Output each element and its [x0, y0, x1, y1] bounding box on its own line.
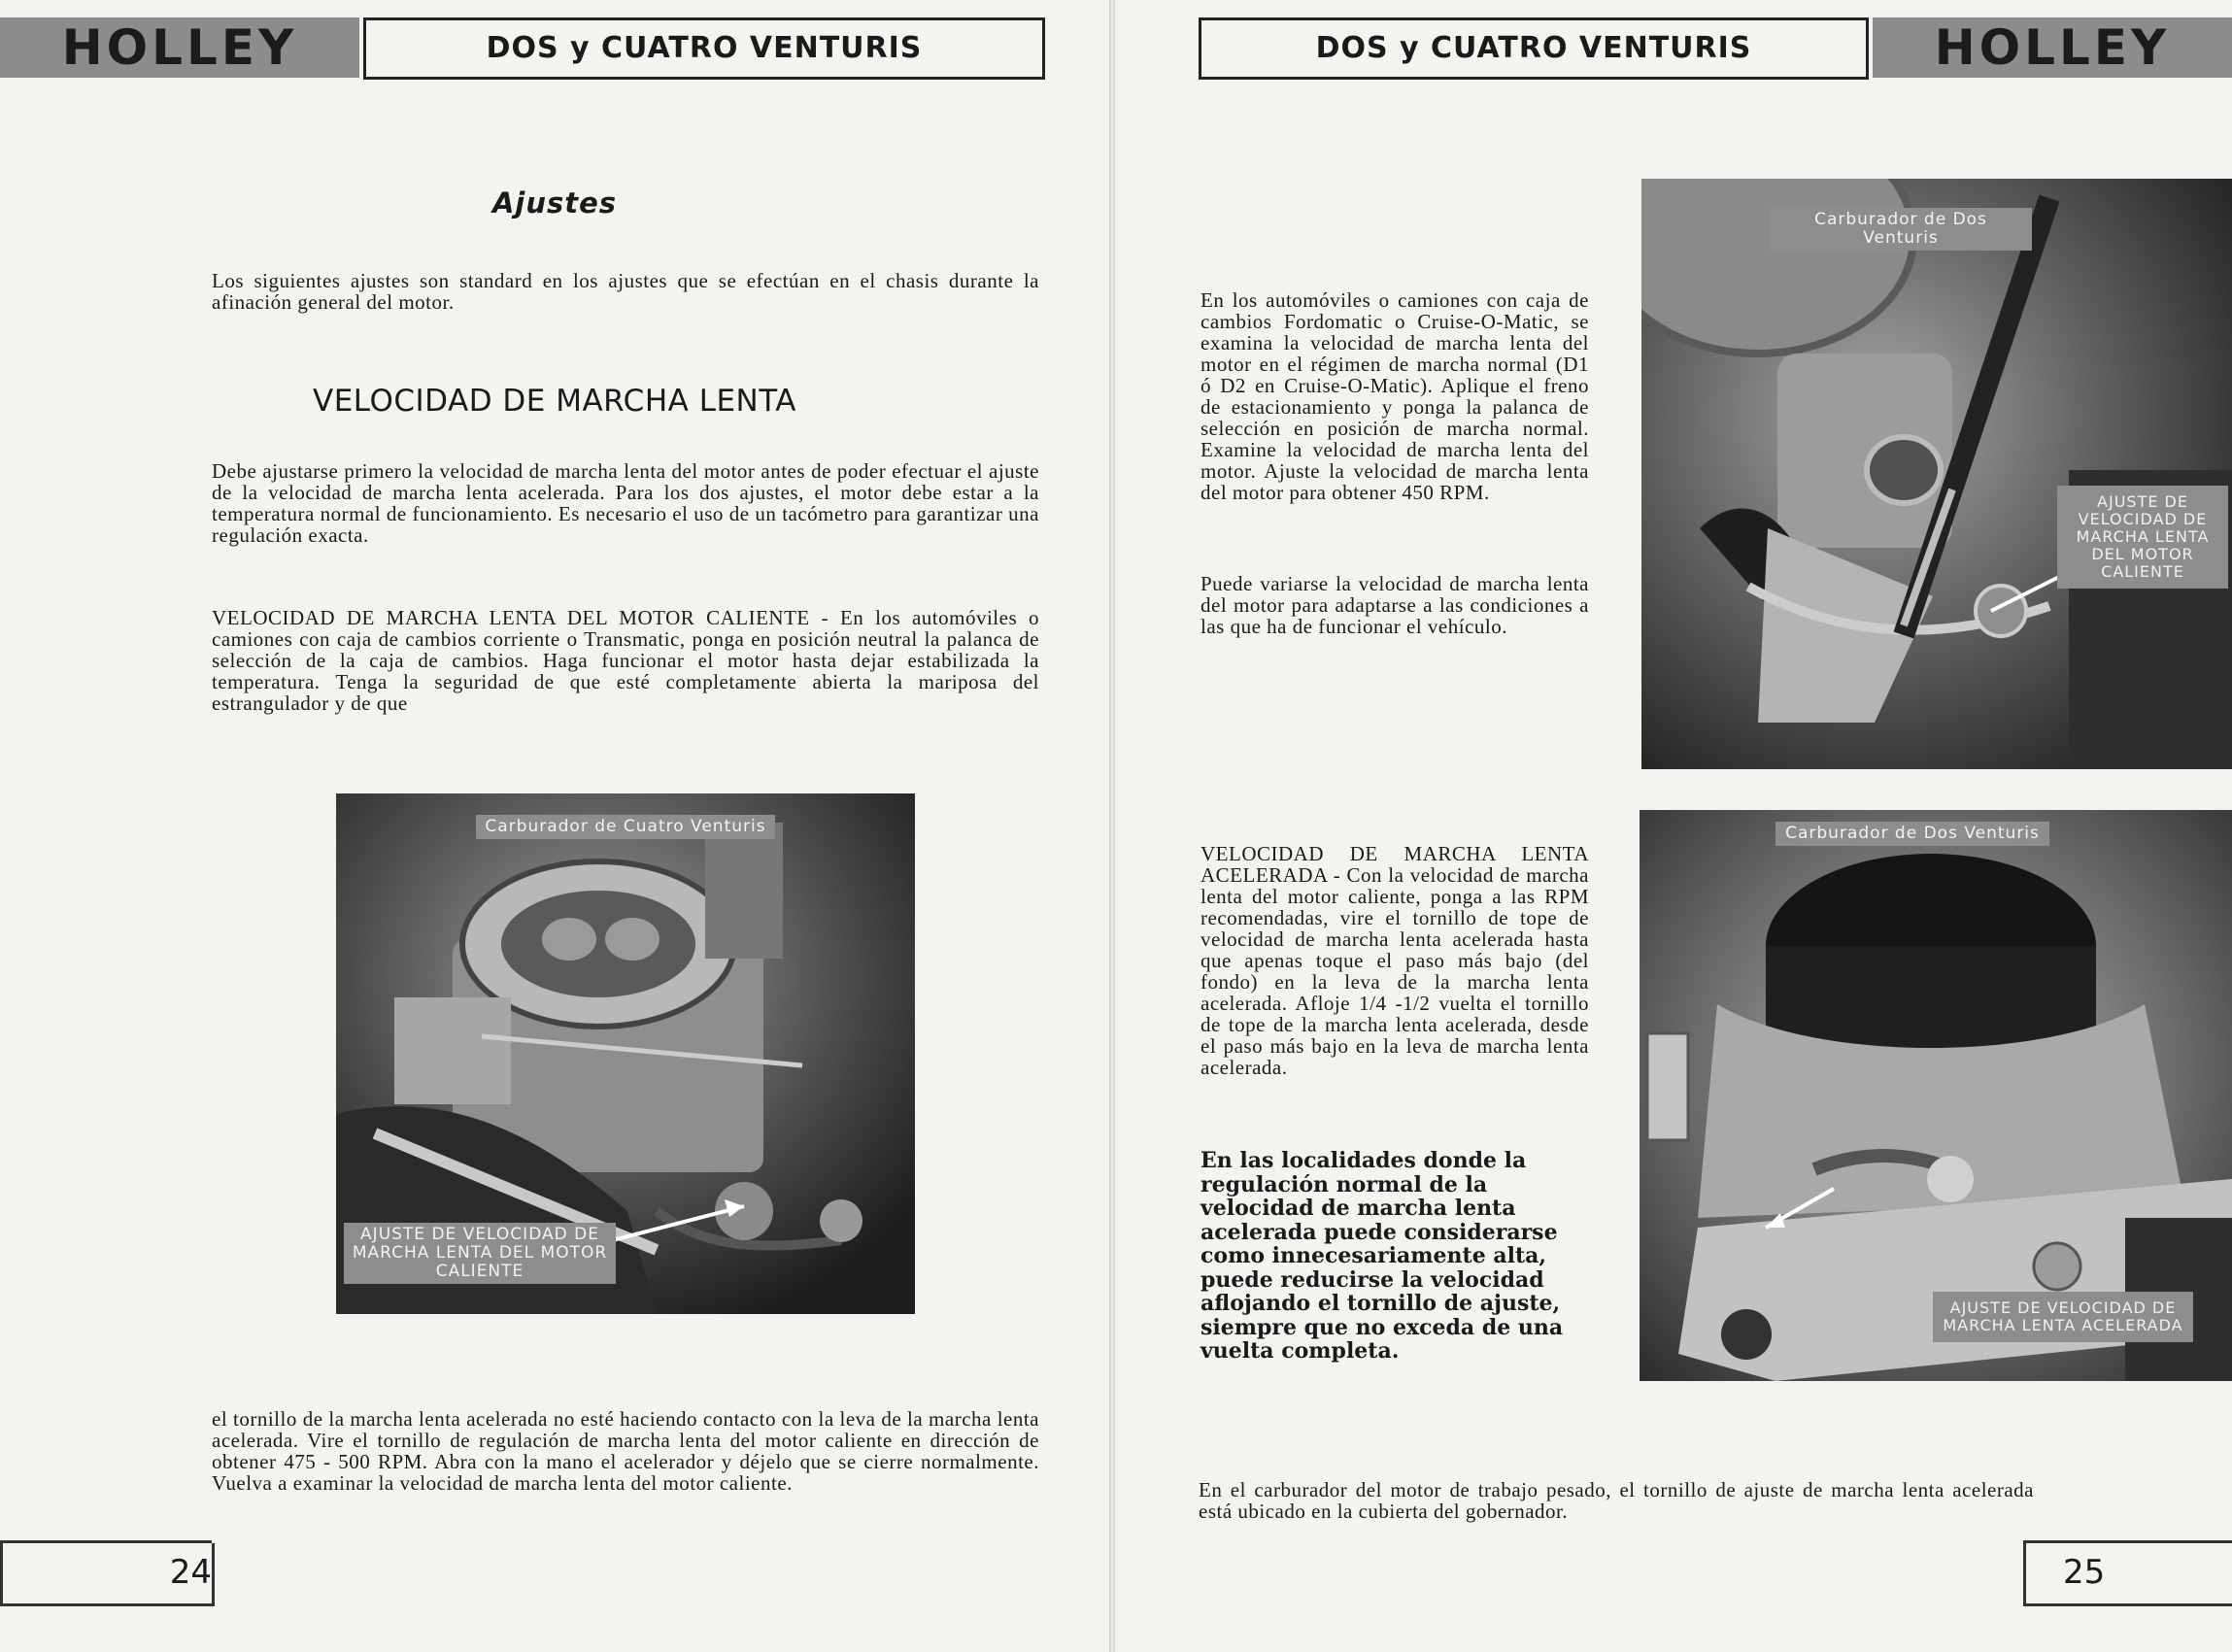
four-venturi-caption: Carburador de Cuatro Venturis [476, 815, 775, 839]
continued-paragraph: el tornillo de la marcha lenta acelerada no esté haciendo contacto con la leva de la marcha lenta acelerada. Vire el tornillo de regulación de marcha lenta del motor caliente en dirección de obtener 475 - 500 RPM. Abra con la mano el acelerador y déjelo que se cierre normalmente. Vuelva a examinar la velocidad de marcha lenta del motor caliente. [212, 1407, 1039, 1495]
intro-paragraph: Los siguientes ajustes son standard en los ajustes que se efectúan en el chasis durante la afinación general del motor. [212, 269, 1039, 314]
left-page [0, 0, 1109, 1652]
fast-idle-paragraph: VELOCIDAD DE MARCHA LENTA ACELERADA - Con la velocidad de marcha lenta del motor caliente, ponga a las RPM recomendadas, vire el tornillo de tope de velocidad de marcha lenta acelerada hasta que apenas toque el paso más bajo (del fondo) en la leva de la marcha lenta acelerada. Afloje 1/4 -1/2 vuelta el tornillo de tope de la marcha lenta acelerada, desde el paso más bajo en la leva de marcha lenta acelerada. [1201, 842, 1589, 1079]
brand-logo-right: HOLLEY [1873, 17, 2232, 78]
idle-speed-heading: VELOCIDAD DE MARCHA LENTA [313, 384, 796, 419]
section-title: Ajustes [491, 186, 618, 219]
fast-idle-adjust-caption: AJUSTE DE VELOCIDAD DE MARCHA LENTA ACELERADA [1933, 1292, 2193, 1342]
header-title-left: DOS y CUATRO VENTURIS [363, 17, 1045, 80]
two-venturi-carburetor-photo-bottom [1640, 810, 2232, 1381]
high-altitude-note: En las localidades donde la regulación normal de la velocidad de marcha lenta acelerada puede considerarse como innecesariamente alta, puede reducirse la velocidad aflojando el tornillo de ajuste, siempre que no exceda de una vuelta completa. [1201, 1148, 1564, 1364]
right-page [1115, 0, 2232, 1652]
four-venturi-carburetor-photo [336, 793, 915, 1314]
two-venturi-caption-top: Carburador de Dos Venturis [1770, 208, 2032, 251]
hot-idle-paragraph: VELOCIDAD DE MARCHA LENTA DEL MOTOR CALIENTE - En los automóviles o camiones con caja de cambios corriente o Transmatic, ponga en posición neutral la palanca de selección de la caja de cambios. Haga funcionar el motor hasta dejar estabilizada la temperatura. Tenga la seguridad de que esté completamente abierta la mariposa del estrangulador y de que [212, 606, 1039, 715]
hot-idle-adjust-caption: AJUSTE DE VELOCIDAD DE MARCHA LENTA DEL MOTOR CALIENTE [344, 1223, 616, 1284]
hot-idle-adjust-caption-right: AJUSTE DE VELOCIDAD DE MARCHA LENTA DEL MOTOR CALIENTE [2057, 486, 2228, 589]
page-number-24: 24 [0, 1543, 215, 1606]
header-title-right: DOS y CUATRO VENTURIS [1199, 17, 1869, 80]
brand-logo-left: HOLLEY [0, 17, 359, 78]
fordomatic-paragraph: En los automóviles o camiones con caja de cambios Fordomatic o Cruise-O-Matic, se examina la velocidad de marcha lenta del motor en el régimen de marcha normal (D1 ó D2 en Cruise-O-Matic). Aplique el freno de estacionamiento y ponga la palanca de selección en posición de marcha normal. Examine la velocidad de marcha lenta del motor. Ajuste la velocidad de marcha lenta del motor para obtener 450 RPM. [1201, 288, 1589, 504]
page-number-25: 25 [2023, 1543, 2232, 1606]
idle-speed-paragraph: Debe ajustarse primero la velocidad de marcha lenta del motor antes de poder efectuar el ajuste de la velocidad de marcha lenta acelerada. Para los dos ajustes, el motor debe estar a la temperatura normal de funcionamiento. Es necesario el uso de un tacómetro para garantizar una regulación exacta. [212, 459, 1039, 547]
vary-idle-paragraph: Puede variarse la velocidad de marcha lenta del motor para adaptarse a las condiciones a las que ha de funcionar el vehículo. [1201, 572, 1589, 638]
two-venturi-caption-bottom: Carburador de Dos Venturis [1775, 822, 2049, 846]
two-venturi-carburetor-photo-top [1641, 179, 2232, 769]
heavy-duty-paragraph: En el carburador del motor de trabajo pesado, el tornillo de ajuste de marcha lenta acelerada está ubicado en la cubierta del gobernador. [1199, 1478, 2034, 1523]
